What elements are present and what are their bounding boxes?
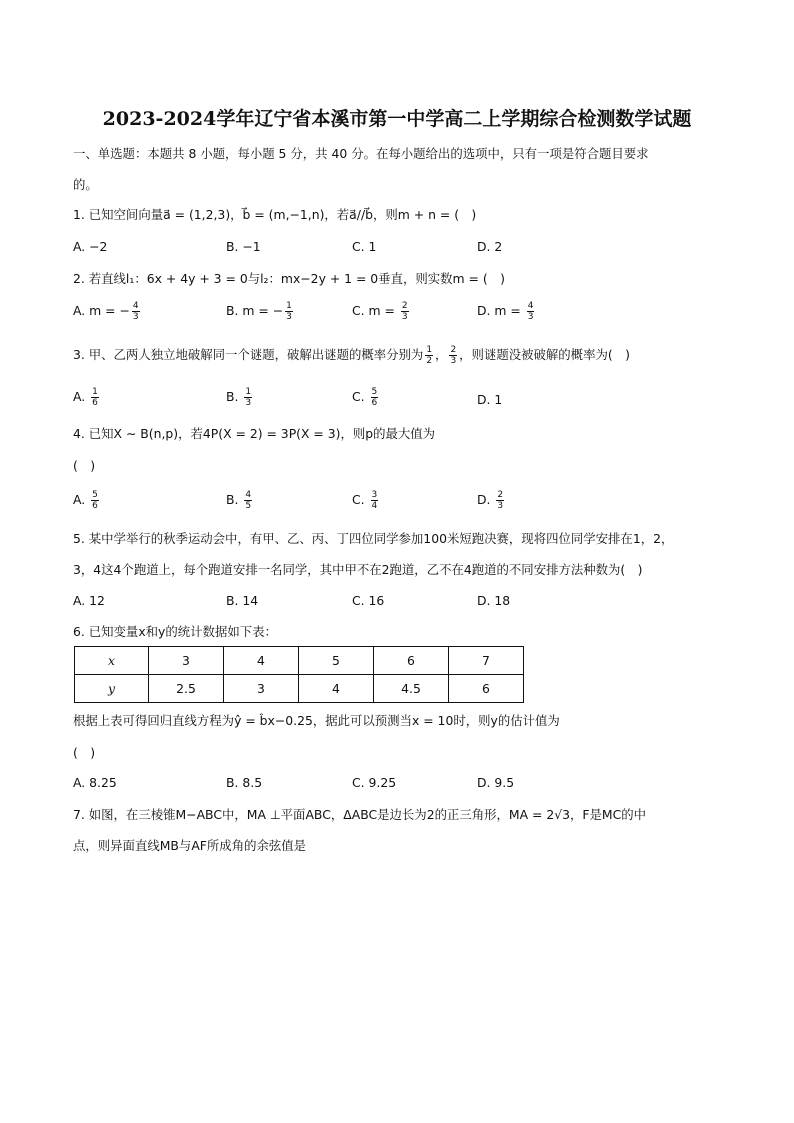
q2-option-d: D. m = $\frac{4}{3}$ (477, 301, 534, 322)
q4-option-a: A. $\frac{5}{6}$ (73, 490, 98, 511)
data-table (74, 646, 524, 703)
fraction: $\frac{2}{3}$ (497, 490, 504, 511)
fraction: $\frac{4}{5}$ (245, 490, 252, 511)
table-cell: 2.5 (149, 675, 224, 703)
table-cell: 4 (299, 675, 374, 703)
q3-stem: 3. 甲、乙两人独立地破解同一个谜题，破解出谜题的概率分别为 $\frac{1}{2}$ ， $\frac{2}{3}$ ，则谜题没被破解的概率为( ) (73, 345, 630, 366)
section-heading-line2: 的。 (73, 177, 98, 192)
q1-option-c: C. 1 (352, 239, 377, 254)
q1-option-a: A. −2 (73, 239, 108, 254)
q6-option-c: C. 9.25 (352, 775, 397, 790)
fraction: $\frac{1}{6}$ (92, 387, 98, 408)
fraction: $\frac{3}{4}$ (371, 490, 378, 511)
table-header-x: x (75, 647, 149, 675)
q6-option-a: A. 8.25 (73, 775, 117, 790)
q6-paren: ( ) (73, 745, 96, 760)
table-cell: 4 (224, 647, 299, 675)
fraction: $\frac{1}{2}$ (426, 345, 433, 366)
fraction: $\frac{2}{3}$ (450, 345, 457, 366)
fraction: $\frac{2}{3}$ (401, 301, 408, 322)
table-cell: 3 (149, 647, 224, 675)
q6-option-b: B. 8.5 (226, 775, 263, 790)
table-cell: 4.5 (374, 675, 449, 703)
fraction: $\frac{5}{6}$ (92, 490, 98, 511)
q1-option-b: B. −1 (226, 239, 261, 254)
q3-option-a: A. $\frac{1}{6}$ (73, 387, 98, 408)
q5-option-d: D. 18 (477, 593, 511, 608)
q4-stem: 4. 已知X ∼ B(n,p)，若4P(X = 2) = 3P(X = 3)，则p的最大值为 (73, 426, 436, 441)
q5-stem-line2: 3，4这4个跑道上，每个跑道安排一名同学，其中甲不在2跑道，乙不在4跑道的不同安排方法种数为( ) (73, 562, 643, 577)
q6-option-d: D. 9.5 (477, 775, 515, 790)
q5-option-c: C. 16 (352, 593, 385, 608)
q4-paren: ( ) (73, 458, 96, 473)
q1-option-d: D. 2 (477, 239, 503, 254)
fraction: $\frac{5}{6}$ (371, 387, 378, 408)
page-title: 2023-2024学年辽宁省本溪市第一中学高二上学期综合检测数学试题 (102, 108, 692, 130)
q4-option-d: D. $\frac{2}{3}$ (477, 490, 504, 511)
table-cell: 5 (299, 647, 374, 675)
fraction: $\frac{4}{3}$ (132, 301, 139, 322)
q5-stem-line1: 5. 某中学举行的秋季运动会中，有甲、乙、丙、丁四位同学参加100米短跑决赛，现将四位同学安排在1，2， (73, 531, 674, 546)
fraction: $\frac{1}{3}$ (245, 387, 252, 408)
table-cell: 6 (449, 675, 524, 703)
q6-after-text: 根据上表可得回归直线方程为ŷ = b̂x−0.25，据此可以预测当x = 10时，则y的估计值为 (73, 713, 560, 728)
fraction: $\frac{4}{3}$ (527, 301, 534, 322)
q2-option-a: A. m = − $\frac{4}{3}$ (73, 301, 139, 322)
q3-option-c: C. $\frac{5}{6}$ (352, 387, 378, 408)
q1-stem: 1. 已知空间向量a⃗ = (1,2,3)，b⃗ = (m,−1,n)，若a⃗//b⃗，则m + n = ( ) (73, 207, 477, 222)
q5-option-b: B. 14 (226, 593, 259, 608)
section-heading-line1: 一、单选题：本题共 8 小题，每小题 5 分，共 40 分。在每小题给出的选项中，只有一项是符合题目要求 (73, 146, 649, 161)
table-row-x (75, 647, 524, 675)
table-row-y (75, 675, 524, 703)
q3-option-d: D. 1 (477, 392, 503, 407)
table-cell: 7 (449, 647, 524, 675)
q5-option-a: A. 12 (73, 593, 105, 608)
q2-option-b: B. m = − $\frac{1}{3}$ (226, 301, 292, 322)
table-header-y: y (75, 675, 149, 703)
q2-stem: 2. 若直线l₁：6x + 4y + 3 = 0与l₂：mx−2y + 1 = 0垂直，则实数m = ( ) (73, 271, 505, 286)
q2-option-c: C. m = $\frac{2}{3}$ (352, 301, 408, 322)
q7-stem-line1: 7. 如图，在三棱锥M−ABC中，MA ⊥平面ABC，ΔABC是边长为2的正三角形，MA = 2√3，F是MC的中 (73, 807, 647, 822)
q7-stem-line2: 点，则异面直线MB与AF所成角的余弦值是 (73, 838, 307, 853)
q6-stem: 6. 已知变量x和y的统计数据如下表： (73, 624, 277, 639)
table-cell: 3 (224, 675, 299, 703)
q3-option-b: B. $\frac{1}{3}$ (226, 387, 252, 408)
q4-option-b: B. $\frac{4}{5}$ (226, 490, 252, 511)
table-cell: 6 (374, 647, 449, 675)
q4-option-c: C. $\frac{3}{4}$ (352, 490, 378, 511)
fraction: $\frac{1}{3}$ (286, 301, 292, 322)
